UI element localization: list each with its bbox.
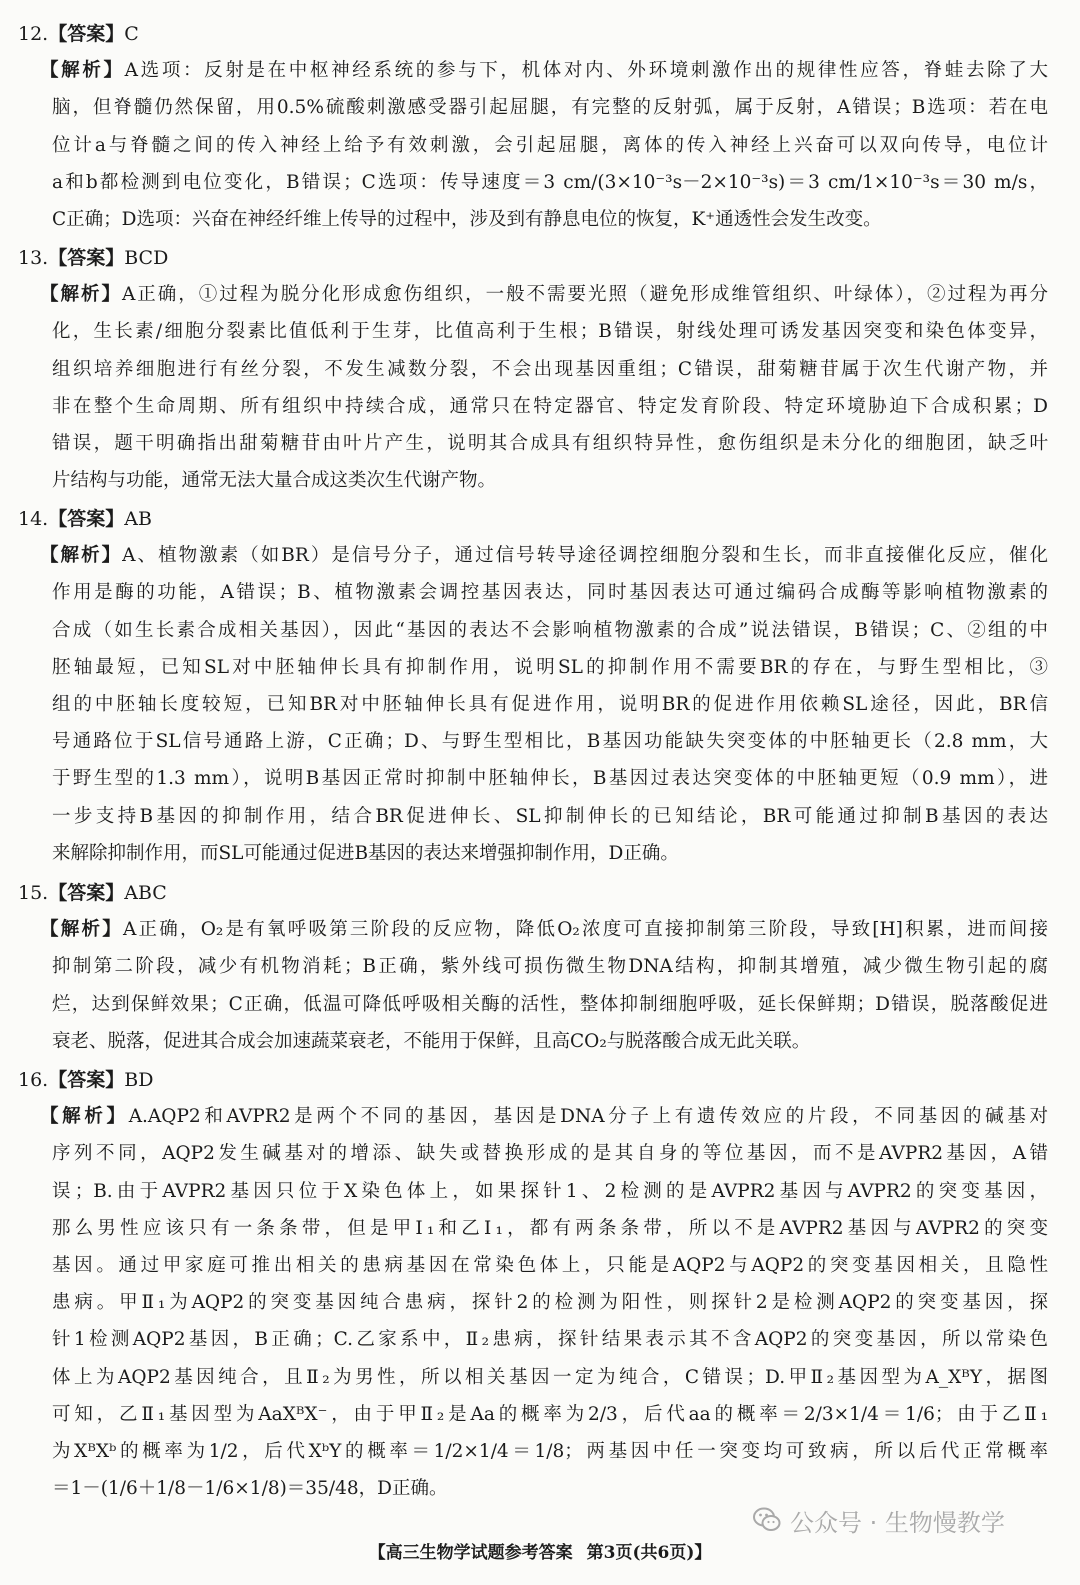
wechat-icon [752, 1505, 782, 1535]
analysis-line [52, 693, 1048, 717]
analysis-text: 体上为AQP2基因纯合，且Ⅱ₂为男性，所以相关基因一定为纯合，C错误；D.甲Ⅱ₂基因型为A_XᴮY，据图 [52, 1366, 1048, 1388]
analysis-text: 组织培养细胞进行有丝分裂，不发生减数分裂，不会出现基因重组；C错误，甜菊糖苷属于次生代谢产物，并 [52, 358, 1048, 380]
analysis-line [52, 134, 1048, 158]
analysis-text: 非在整个生命周期、所有组织中持续合成，通常只在特定器官、特定发育阶段、特定环境胁迫下合成积累；D [52, 395, 1048, 417]
analysis-text: 序列不同，AQP2发生碱基对的增添、缺失或替换形成的是其自身的等位基因，而不是AVPR2基因，A错 [52, 1143, 1048, 1165]
answer-tag: 【答案】 [48, 508, 125, 530]
analysis-line [52, 1328, 1048, 1352]
analysis-text: 患病。甲Ⅱ₁为AQP2的突变基因纯合患病，探针2的检测为阳性，则探针2是检测AQP2的突变基因，探 [52, 1292, 1048, 1314]
analysis-text: 来解除抑制作用，而SL可能通过促进B基因的表达来增强抑制作用，D正确。 [52, 842, 679, 864]
analysis-line [52, 432, 1048, 456]
analysis-text: 位计a与脊髓之间的传入神经上给予有效刺激，会引起屈腿，离体的传入神经上兴奋可以双向传导，电位计 [52, 134, 1048, 156]
analysis-text: 那么男性应该只有一条条带，但是甲Ⅰ₁和乙Ⅰ₁，都有两条条带，所以不是AVPR2基因与AVPR2的突变 [52, 1217, 1048, 1239]
analysis-tag: 【解析】 [40, 1106, 129, 1128]
analysis-text: 组的中胚轴长度较短，已知BR对中胚轴伸长具有促进作用，说明BR的促进作用依赖SL途径，因此，BR信 [52, 694, 1048, 715]
analysis-text: 烂，达到保鲜效果；C正确，低温可降低呼吸相关酶的活性，整体抑制细胞呼吸，延长保鲜期；D错误，脱落酸促进 [52, 993, 1048, 1015]
analysis-line [52, 993, 1048, 1017]
question-header [18, 881, 167, 905]
analysis-text: C正确；D选项：兴奋在神经纤维上传导的过程中，涉及到有静息电位的恢复，K⁺通透性会发生改变。 [52, 209, 882, 230]
analysis-line [52, 1291, 1048, 1315]
answer-tag: 【答案】 [48, 882, 125, 904]
answer-value: BD [124, 1069, 154, 1091]
analysis-text: 化，生长素/细胞分裂素比值低利于生芽，比值高利于生根；B错误，射线处理可诱发基因突变和染色体变异， [52, 321, 1048, 343]
question-number: 13. [18, 247, 49, 269]
analysis-text: 为XᴮXᵇ的概率为1/2，后代XᵇY的概率＝1/2×1/4＝1/8；两基因中任一突变均可致病，所以后代正常概率 [52, 1441, 1048, 1462]
analysis-line [52, 358, 1048, 382]
analysis-text: 作用是酶的功能，A错误；B、植物激素会调控基因表达，同时基因表达可通过编码合成酶等影响植物激素的 [52, 582, 1048, 604]
analysis-line [52, 656, 1048, 680]
analysis-line [52, 955, 1048, 979]
analysis-tag: 【解析】 [40, 545, 123, 567]
analysis-line [52, 395, 1048, 419]
analysis-text: 基因。通过甲家庭可推出相关的患病基因在常染色体上，只能是AQP2与AQP2的突变基因相关，且隐性 [52, 1255, 1048, 1276]
answer-tag: 【答案】 [48, 23, 125, 45]
analysis-text: 脑，但脊髓仍然保留，用0.5%硫酸刺激感受器引起屈腿，有完整的反射弧，属于反射，A错误；B选项：若在电 [52, 97, 1048, 119]
analysis-line [52, 1142, 1048, 1166]
analysis-line [52, 171, 1048, 195]
analysis-line [40, 283, 1048, 307]
analysis-text: A选项：反射是在中枢神经系统的参与下，机体对内、外环境刺激作出的规律性应答，脊蛙去除了大 [124, 60, 1048, 82]
analysis-line [52, 1254, 1048, 1278]
analysis-line [52, 320, 1048, 344]
analysis-tag: 【解析】 [40, 284, 122, 306]
analysis-line [40, 544, 1048, 568]
analysis-text: 一步支持B基因的抑制作用，结合BR促进伸长、SL抑制伸长的已知结论，BR可能通过抑制B基因的表达 [52, 805, 1048, 827]
analysis-line [52, 619, 1048, 643]
question-header [18, 1068, 153, 1092]
question-header [18, 246, 168, 270]
analysis-text: a和b都检测到电位变化，B错误；C选项：传导速度＝3 cm/(3×10⁻³s－2×10⁻³s)＝3 cm/1×10⁻³s＝30 m/s， [52, 171, 1048, 193]
analysis-text: 合成（如生长素合成相关基因），因此“基因的表达不会影响植物激素的合成”说法错误，B错误；C、②组的中 [52, 619, 1048, 641]
answer-tag: 【答案】 [48, 247, 125, 269]
answer-tag: 【答案】 [48, 1069, 125, 1091]
analysis-line [40, 1105, 1048, 1129]
analysis-line [52, 208, 1048, 232]
analysis-text: 于野生型的1.3 mm），说明B基因正常时抑制中胚轴伸长，B基因过表达突变体的中胚轴更短（0.9 mm），进 [52, 768, 1048, 790]
analysis-line [52, 767, 1048, 791]
question-number: 14. [18, 508, 49, 530]
analysis-text: ＝1－(1/6＋1/8－1/6×1/8)＝35/48，D正确。 [52, 1478, 448, 1500]
analysis-text: A.AQP2和AVPR2是两个不同的基因，基因是DNA分子上有遗传效应的片段，不同基因的碱基对 [128, 1106, 1048, 1128]
analysis-tag: 【解析】 [40, 60, 125, 82]
analysis-text: 针1检测AQP2基因，B正确；C.乙家系中，Ⅱ₂患病，探针结果表示其不含AQP2的突变基因，所以常染色 [52, 1329, 1048, 1351]
question-number: 12. [18, 23, 49, 45]
answer-value: AB [124, 508, 152, 530]
analysis-tag: 【解析】 [40, 919, 123, 941]
analysis-text: A、植物激素（如BR）是信号分子，通过信号转导途径调控细胞分裂和生长，而非直接催化反应，催化 [122, 545, 1048, 567]
analysis-line [52, 1477, 1048, 1501]
analysis-line [52, 842, 1048, 866]
analysis-line [52, 1440, 1048, 1464]
watermark [752, 1500, 1005, 1540]
analysis-text: A正确，O₂是有氧呼吸第三阶段的反应物，降低O₂浓度可直接抑制第三阶段，导致[H]积累，进而间接 [122, 919, 1048, 941]
analysis-text: 胚轴最短，已知SL对中胚轴伸长具有抑制作用，说明SL的抑制作用不需要BR的存在，与野生型相比，③ [52, 656, 1048, 678]
analysis-line [52, 469, 1048, 493]
answer-value: C [124, 23, 139, 45]
footer-title: 【高三生物学试题参考答案 [368, 1543, 573, 1563]
analysis-line [52, 1030, 1048, 1054]
watermark-text: 公众号 · 生物慢教学 [790, 1508, 1005, 1537]
analysis-line [52, 1366, 1048, 1390]
question-header [18, 507, 152, 531]
question-header [18, 22, 139, 46]
analysis-text: 误；B.由于AVPR2基因只位于X染色体上，如果探针1、2检测的是AVPR2基因与AVPR2的突变基因， [52, 1180, 1048, 1202]
answer-value: ABC [124, 882, 167, 904]
analysis-text: 抑制第二阶段，减少有机物消耗；B正确，紫外线可损伤微生物DNA结构，抑制其增殖，减少微生物引起的腐 [52, 956, 1048, 978]
analysis-line [40, 918, 1048, 942]
analysis-text: 衰老、脱落，促进其合成会加速蔬菜衰老，不能用于保鲜，且高CO₂与脱落酸合成无此关联。 [52, 1030, 811, 1052]
answer-value: BCD [124, 247, 169, 269]
analysis-line [40, 59, 1048, 83]
analysis-line [52, 1217, 1048, 1241]
question-number: 16. [18, 1069, 49, 1091]
question-number: 15. [18, 882, 49, 904]
analysis-line [52, 1180, 1048, 1204]
analysis-text: 错误，题干明确指出甜菊糖苷由叶片产生，说明其合成具有组织特异性，愈伤组织是未分化的细胞团，缺乏叶 [52, 433, 1048, 454]
footer-page-number: 第3页(共6页)】 [586, 1543, 712, 1563]
analysis-line [52, 581, 1048, 605]
analysis-text: 可知，乙Ⅱ₁基因型为AaXᴮX⁻，由于甲Ⅱ₂是Aa的概率为2/3，后代aa的概率＝2/3×1/4＝1/6；由于乙Ⅱ₁ [52, 1403, 1048, 1425]
analysis-line [52, 1403, 1048, 1427]
analysis-text: 号通路位于SL信号通路上游，C正确；D、与野生型相比，B基因功能缺失突变体的中胚轴更长（2.8 mm，大 [52, 731, 1048, 753]
page-footer [0, 1541, 1080, 1565]
analysis-line [52, 96, 1048, 120]
analysis-text: 片结构与功能，通常无法大量合成这类次生代谢产物。 [52, 470, 497, 492]
analysis-line [52, 805, 1048, 829]
analysis-text: A正确，①过程为脱分化形成愈伤组织，一般不需要光照（避免形成维管组织、叶绿体），②过程为再分 [121, 284, 1048, 306]
analysis-line [52, 730, 1048, 754]
